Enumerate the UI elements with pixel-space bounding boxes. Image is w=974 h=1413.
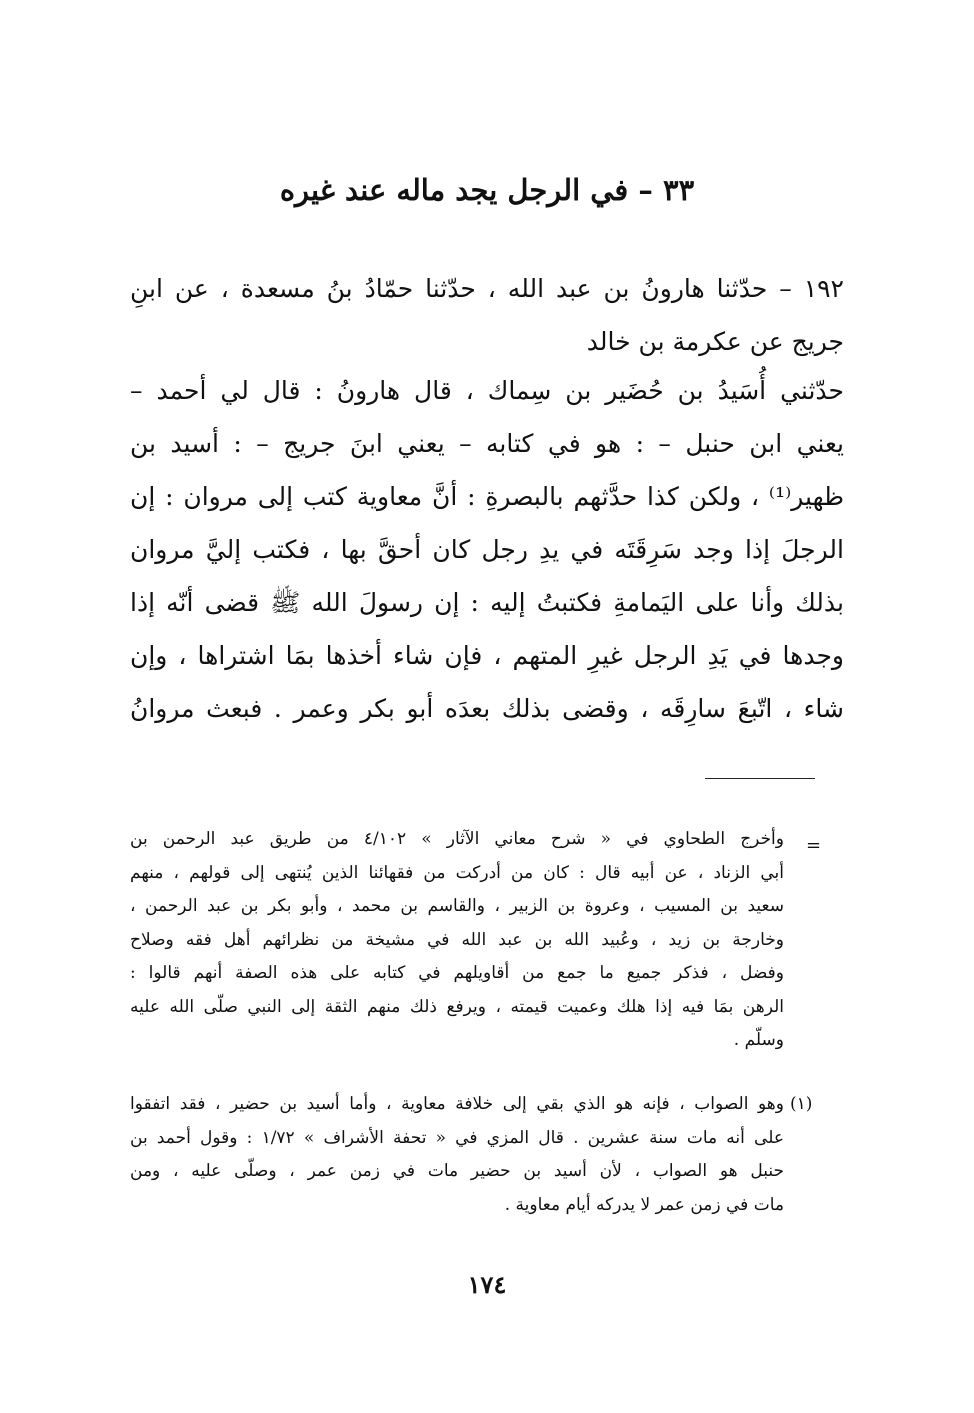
footnote-line: مات في زمن عمر لا يدركه أيام معاوية . [504,1194,784,1215]
chapter-title: ٣٣ – في الرجل يجد ماله عند غيره [279,173,695,207]
text-line: ظهير⁽¹⁾ ، ولكن كذا حدَّثهم بالبصرةِ : أنَّ معاوية كتب إلى مروان : إن [130,482,844,511]
text-line: الرجلَ إذا وجد سَرِقَتَه في يدِ رجل كان أحقَّ بها ، فكتب إليَّ مروان [130,535,844,564]
footnote-divider [705,778,815,779]
footnote-line: وفضل ، فذكر جميع ما جمع من أقاويلهم في كتابه على هذه الصفة أنهم قالوا : [130,963,784,983]
text-line: ١٩٢ – حدّثنا هارونُ بن عبد الله ، حدّثنا حمّادُ بنُ مسعدة ، عن ابنِ [130,274,844,303]
footnote-continuation [130,823,784,1058]
text-line: بذلك وأنا على اليَمامةِ فكتبتُ إليه : إن رسولَ الله ﷺ قضى أنّه إذا [130,588,844,617]
page-number: ١٧٤ [467,1270,507,1299]
footnote-line: الرهن بمَا فيه إذا هلك وعميت قيمته ، ويرفع ذلك منهم الثقة إلى النبي صلّى الله عليه [130,996,784,1017]
footnote-line: أبي الزناد ، عن أبيه قال : كان من أدركت من فقهائنا الذين يُنتهى إلى قولهم ، منهم [130,862,784,883]
footnote-line: وأخرج الطحاوي في « شرح معاني الآثار » ٤/١٠٢ من طريق عبد الرحمن بن [130,829,784,849]
hadith-192-isnad [130,262,844,368]
hadith-192-narration [130,364,844,735]
footnote-1-marker: (١) [790,1094,813,1114]
footnote-line: وهو الصواب ، فإنه هو الذي بقي إلى خلافة معاوية ، وأما أسيد بن حضير ، فقد اتفقوا [130,1094,784,1114]
text-line: جريج عن عكرمة بن خالد [586,327,844,356]
footnote-line: على أنه مات سنة عشرين . قال المزي في « تحفة الأشراف » ١/٧٢ : وقول أحمد بن [130,1127,784,1148]
text-line: شاء ، اتّبعَ سارِقَه ، وقضى بذلك بعدَه أبو بكر وعمر . فبعث مروانُ [130,694,844,723]
footnote-line: وخارجة بن زيد ، وعُبيد الله بن عبد الله في مشيخة من نظرائهم أهل فقه وصلاح [130,929,784,950]
footnote-line: حنبل هو الصواب ، لأن أسيد بن حضير مات في زمن عمر ، وصلّى عليه ، ومن [130,1161,784,1181]
text-line: يعني ابن حنبل – : هو في كتابه – يعني ابنَ جريج – : أسيد بن [130,429,844,458]
text-line: وجدها في يَدِ الرجل غيرِ المتهم ، فإن شاء أخذها بمَا اشتراها ، وإن [130,641,844,670]
footnote-line: وسلّم . [733,1030,784,1050]
continuation-mark: = [806,835,822,856]
footnote-line: سعيد بن المسيب ، وعروة بن الزبير ، والقاسم بن محمد ، وأبو بكر بن عبد الرحمن ، [130,896,784,916]
text-line: حدّثني أُسَيدُ بن حُضَير بن سِماك ، قال هارونُ : قال لي أحمد – [130,376,844,405]
footnote-1 [130,1088,784,1222]
